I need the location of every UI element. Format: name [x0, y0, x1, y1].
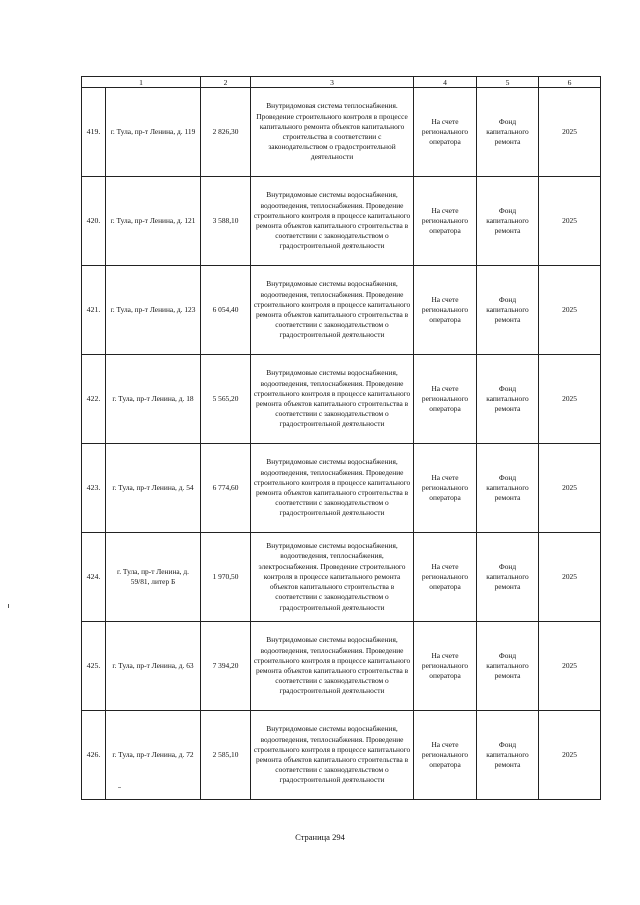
year-cell: 2025: [539, 622, 601, 711]
column-number-5: 5: [477, 77, 539, 88]
table-row: [82, 177, 601, 266]
address-cell: г. Тула, пр-т Ленина, д. 63: [106, 622, 201, 711]
amount-cell: 7 394,20: [201, 622, 251, 711]
year-cell: 2025: [539, 533, 601, 622]
column-number-2: 2: [201, 77, 251, 88]
account-cell: На счете регионального оператора: [414, 533, 477, 622]
work-description-cell: Внутридомовые системы водоснабжения, водоотведения, теплоснабжения. Проведение строительного контроля в процессе капитального ремонта объектов капитального строительства в соответствии с законодательством о градостроительной деятельности: [251, 622, 414, 711]
account-cell: На счете регионального оператора: [414, 177, 477, 266]
work-description-cell: Внутридомовые системы водоснабжения, водоотведения, теплоснабжения. Проведение строительного контроля в процессе капитального ремонта объектов капитального строительства в соответствии с законодательством о градостроительной деятельности: [251, 711, 414, 800]
work-description-cell: Внутридомовые системы водоснабжения, водоотведения, теплоснабжения. Проведение строительного контроля в процессе капитального ремонта объектов капитального строительства в соответствии с законодательством о градостроительной деятельности: [251, 444, 414, 533]
column-number-3: 3: [251, 77, 414, 88]
account-cell: На счете регионального оператора: [414, 711, 477, 800]
funding-source-cell: Фонд капитального ремонта: [477, 444, 539, 533]
table-row: [82, 355, 601, 444]
capital-repair-table: [81, 76, 601, 800]
account-cell: На счете регионального оператора: [414, 444, 477, 533]
row-number: 419.: [82, 88, 106, 177]
amount-cell: 2 585,10: [201, 711, 251, 800]
amount-cell: 1 970,50: [201, 533, 251, 622]
amount-cell: 3 588,10: [201, 177, 251, 266]
table-row: [82, 266, 601, 355]
row-number: 426.: [82, 711, 106, 800]
table-row: [82, 533, 601, 622]
address-cell: г. Тула, пр-т Ленина, д. 72: [106, 711, 201, 800]
year-cell: 2025: [539, 711, 601, 800]
amount-cell: 6 774,60: [201, 444, 251, 533]
work-description-cell: Внутридомовые системы водоснабжения, водоотведения, теплоснабжения, электроснабжения. Проведение строительного контроля в процессе капитального ремонта объектов капитального строительства в соответствии с законодательством о градостроительной деятельности: [251, 533, 414, 622]
amount-cell: 2 826,30: [201, 88, 251, 177]
row-number: 422.: [82, 355, 106, 444]
table-row: [82, 711, 601, 800]
address-cell: г. Тула, пр-т Ленина, д. 54: [106, 444, 201, 533]
account-cell: На счете регионального оператора: [414, 622, 477, 711]
work-description-cell: Внутридомовые системы водоснабжения, водоотведения, теплоснабжения. Проведение строительного контроля в процессе капитального ремонта объектов капитального строительства в соответствии с законодательством о градостроительной деятельности: [251, 266, 414, 355]
work-description-cell: Внутридомовая система теплоснабжения. Проведение строительного контроля в процессе капитального ремонта объектов капитального строительства в соответствии с законодательством о градостроительной деятельности: [251, 88, 414, 177]
work-description-cell: Внутридомовые системы водоснабжения, водоотведения, теплоснабжения. Проведение строительного контроля в процессе капитального ремонта объектов капитального строительства в соответствии с законодательством о градостроительной деятельности: [251, 177, 414, 266]
year-cell: 2025: [539, 177, 601, 266]
table-row: [82, 88, 601, 177]
year-cell: 2025: [539, 444, 601, 533]
year-cell: 2025: [539, 88, 601, 177]
row-number: 425.: [82, 622, 106, 711]
address-cell: г. Тула, пр-т Ленина, д. 18: [106, 355, 201, 444]
funding-source-cell: Фонд капитального ремонта: [477, 88, 539, 177]
funding-source-cell: Фонд капитального ремонта: [477, 177, 539, 266]
address-cell: г. Тула, пр-т Ленина, д. 123: [106, 266, 201, 355]
account-cell: На счете регионального оператора: [414, 88, 477, 177]
row-number: 423.: [82, 444, 106, 533]
address-cell: г. Тула, пр-т Ленина, д. 121: [106, 177, 201, 266]
account-cell: На счете регионального оператора: [414, 355, 477, 444]
work-description-cell: Внутридомовые системы водоснабжения, водоотведения, теплоснабжения. Проведение строительного контроля в процессе капитального ремонта объектов капитального строительства в соответствии с законодательством о градостроительной деятельности: [251, 355, 414, 444]
row-number: 421.: [82, 266, 106, 355]
account-cell: На счете регионального оператора: [414, 266, 477, 355]
address-cell: г. Тула, пр-т Ленина, д. 59/81, литер Б: [106, 533, 201, 622]
year-cell: 2025: [539, 355, 601, 444]
row-number: 420.: [82, 177, 106, 266]
address-cell: г. Тула, пр-т Ленина, д. 119: [106, 88, 201, 177]
column-number-1: 1: [82, 77, 201, 88]
page-number: Страница 294: [295, 832, 345, 842]
scan-speck: [118, 787, 121, 788]
column-number-4: 4: [414, 77, 477, 88]
table-row: [82, 444, 601, 533]
column-number-row: [82, 77, 601, 88]
funding-source-cell: Фонд капитального ремонта: [477, 711, 539, 800]
amount-cell: 5 565,20: [201, 355, 251, 444]
funding-source-cell: Фонд капитального ремонта: [477, 355, 539, 444]
funding-source-cell: Фонд капитального ремонта: [477, 622, 539, 711]
funding-source-cell: Фонд капитального ремонта: [477, 266, 539, 355]
table-row: [82, 622, 601, 711]
row-number: 424.: [82, 533, 106, 622]
column-number-6: 6: [539, 77, 601, 88]
year-cell: 2025: [539, 266, 601, 355]
funding-source-cell: Фонд капитального ремонта: [477, 533, 539, 622]
scan-mark: [8, 604, 9, 608]
amount-cell: 6 054,40: [201, 266, 251, 355]
